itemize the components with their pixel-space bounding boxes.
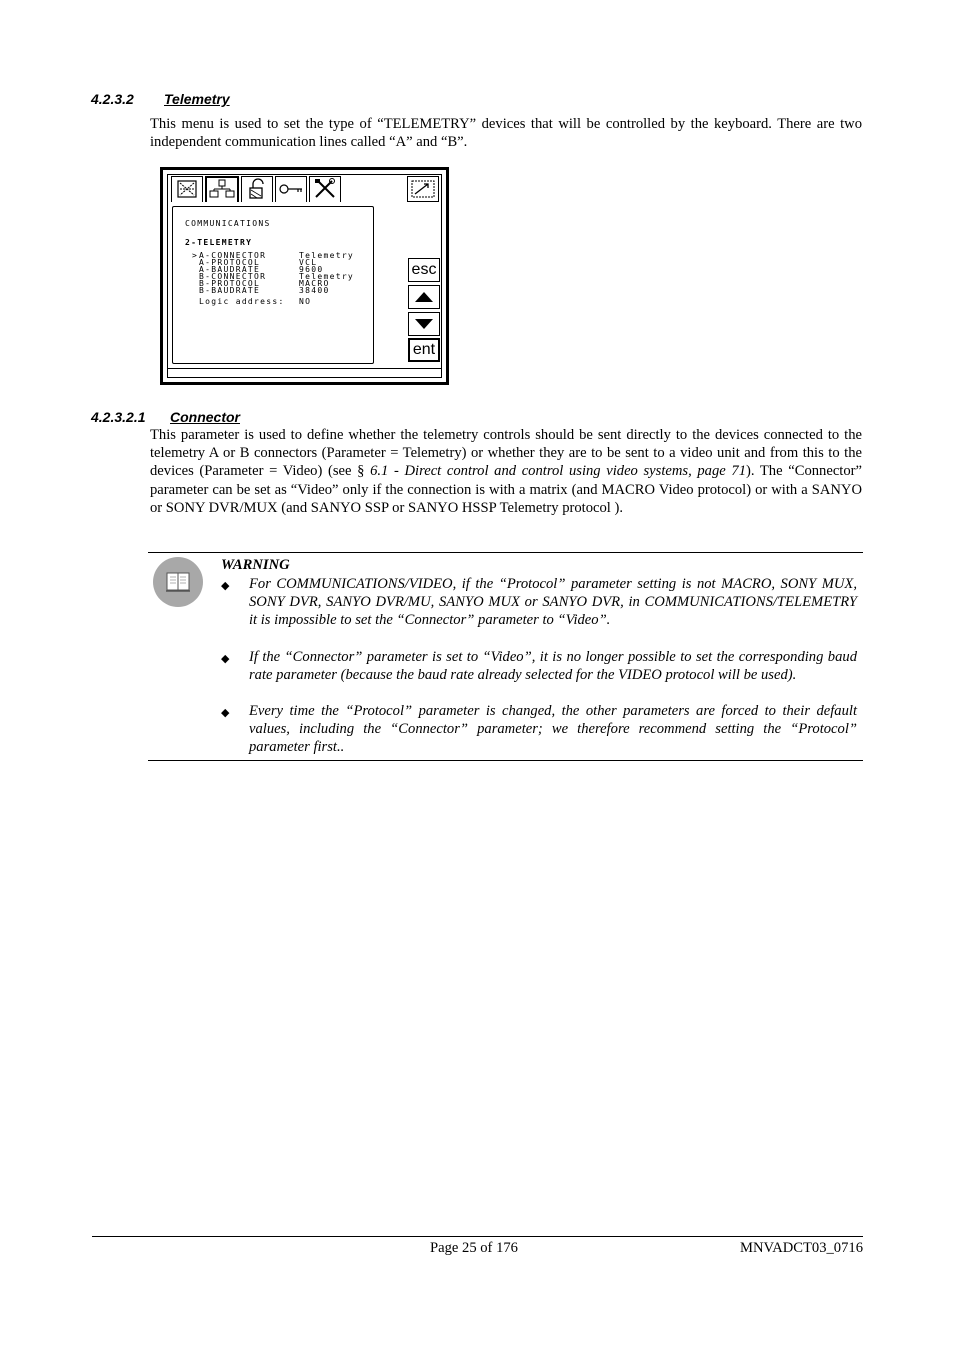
up-button[interactable] (408, 285, 440, 309)
bullet-icon: ◆ (221, 653, 230, 665)
arrow-down-icon (414, 318, 434, 330)
menu-row-value: VCL (299, 258, 318, 267)
key-tab-icon[interactable] (275, 176, 307, 202)
menu-row-name[interactable]: B-CONNECTOR (199, 272, 267, 281)
menu-row-name[interactable]: A-CONNECTOR (199, 251, 267, 260)
section-title: Telemetry (164, 91, 230, 107)
section-number: 4.2.3.2 (91, 91, 134, 107)
menu-cursor: > (192, 251, 199, 260)
menu-row-value: Telemetry (299, 251, 355, 260)
tools-tab-icon[interactable] (309, 176, 341, 202)
lock-tab-icon[interactable] (241, 176, 273, 202)
menu-row-value: 9600 (299, 265, 324, 274)
warning-title: WARNING (221, 557, 290, 573)
subsection-heading (91, 409, 240, 425)
connector-paragraph (150, 426, 862, 517)
warning-item: Every time the “Protocol” parameter is changed, the other parameters are forced to their default values, including the “Connector” parameter; we therefore recommend setting the “Protocol” parameter first.. (249, 703, 857, 756)
book-icon (153, 557, 203, 607)
warning-item: If the “Connector” parameter is set to “Video”, it is no longer possible to set the corresponding baud rate parameter (because the baud rate already selected for the VIDEO protocol will be used). (249, 649, 857, 684)
logic-address-value: NO (299, 297, 312, 306)
exit-tab-icon[interactable] (407, 176, 439, 202)
bullet-icon: ◆ (221, 707, 230, 719)
logic-address-label[interactable]: Logic address: (199, 297, 285, 306)
page-number: Page 25 of 176 (430, 1240, 518, 1256)
submenu-title: 2-TELEMETRY (185, 238, 253, 247)
panel-title: COMMUNICATIONS (185, 219, 271, 228)
subsection-title: Connector (170, 409, 240, 425)
menu-panel (172, 206, 374, 364)
menu-row-value: 38400 (299, 286, 330, 295)
arrow-up-icon (414, 291, 434, 303)
connector-text-1: This parameter is used to define whether the telemetry controls should be sent directly to the devices connected to the telemetry A or B connectors (Parameter = Telemetry) or whether they are to be sent to a video unit and from this to the devices (Parameter = Video) (see § (150, 427, 862, 480)
warning-item: For COMMUNICATIONS/VIDEO, if the “Protocol” parameter setting is not MACRO, SONY MUX, SONY DVR, SANYO DVR/MU, SANYO MUX or SANYO DVR, in COMMUNICATIONS/TELEMETRY it is impossible to set the “Connector” parameter to “Video”. (249, 576, 857, 629)
menu-row-value: MACRO (299, 279, 330, 288)
footer-rule (92, 1236, 863, 1237)
connector-text-2: ). The “Connector” parameter can be set as “Video” only if the connection is with a matrix (and MACRO Video protocol) or with a SANYO or SONY DVR/MUX (and SANYO SSP or SANYO HSSP Telemetry protocol ). (150, 463, 862, 516)
cross-reference-link[interactable]: 6.1 - Direct control and control using video systems, page 71 (370, 463, 746, 480)
esc-button[interactable]: esc (408, 258, 440, 282)
section-heading (91, 91, 230, 107)
menu-row-name[interactable]: A-BAUDRATE (199, 265, 261, 274)
warning-bottom-rule (148, 760, 863, 761)
menu-row-name[interactable]: B-BAUDRATE (199, 286, 261, 295)
menu-row-name[interactable]: B-PROTOCOL (199, 279, 261, 288)
keyboard-screen (160, 167, 449, 385)
menu-row-name[interactable]: A-PROTOCOL (199, 258, 261, 267)
warning-top-rule (148, 552, 863, 553)
bullet-icon: ◆ (221, 580, 230, 592)
subsection-number: 4.2.3.2.1 (91, 409, 146, 425)
document-code: MNVADCT03_0716 (740, 1240, 863, 1256)
video-tab-icon[interactable] (171, 176, 203, 202)
intro-paragraph: This menu is used to set the type of “TELEMETRY” devices that will be controlled by the keyboard. There are two independent communication lines called “A” and “B”. (150, 116, 862, 151)
ent-button[interactable]: ent (408, 338, 440, 362)
network-tab-icon[interactable] (205, 176, 239, 202)
down-button[interactable] (408, 312, 440, 336)
menu-row-value: Telemetry (299, 272, 355, 281)
screen-status-line (167, 368, 442, 369)
